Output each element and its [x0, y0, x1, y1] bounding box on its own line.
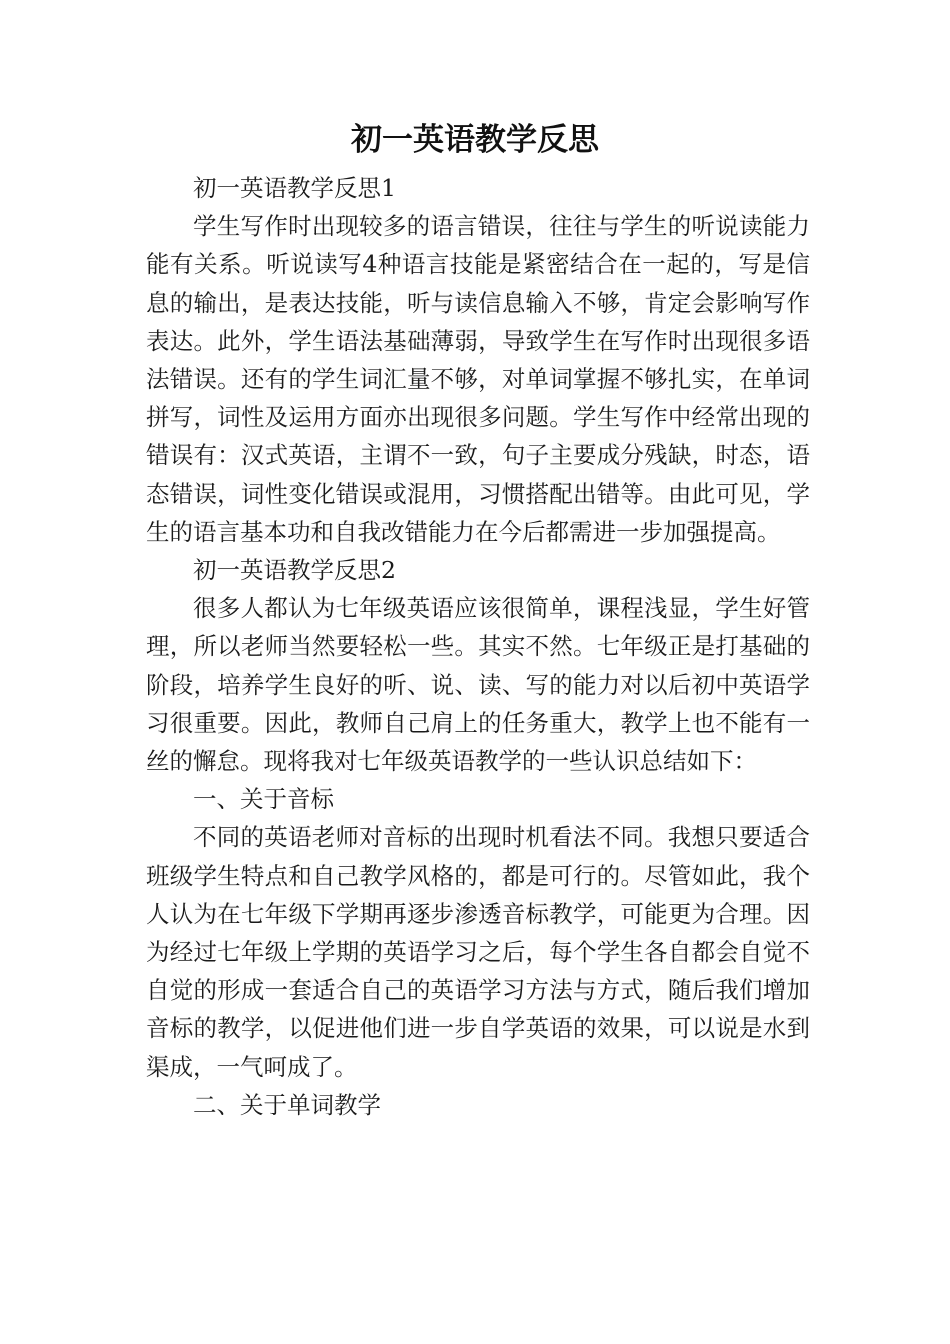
section-heading-2: 初一英语教学反思2 [193, 556, 396, 585]
subsection-heading-vocabulary: 二、关于单词教学 [193, 1090, 381, 1119]
body-paragraph: 不同的英语老师对音标的出现时机看法不同。我想只要适合班级学生特点和自己教学风格的，都是可行的。尽管如此，我个人认为在七年级下学期再逐步渗透音标教学，可能更为合理。因为经过七年级上学期的英语学习之后，每个学生各自都会自觉不自觉的形成一套适合自己的英语学习方法与方式，随后我们增加音标的教学，以促进他们进一步自学英语的效果，可以说是水到渠成，一气呵成了。 [146, 823, 810, 1081]
document-title: 初一英语教学反思 [351, 122, 599, 158]
body-paragraph: 很多人都认为七年级英语应该很简单，课程浅显，学生好管理，所以老师当然要轻松一些。其实不然。七年级正是打基础的阶段，培养学生良好的听、说、读、写的能力对以后初中英语学习很重要。因此，教师自己肩上的任务重大，教学上也不能有一丝的懈怠。现将我对七年级英语教学的一些认识总结如下： [146, 594, 810, 776]
body-paragraph: 学生写作时出现较多的语言错误，往往与学生的听说读能力能有关系。听说读写4种语言技能是紧密结合在一起的，写是信息的输出，是表达技能，听与读信息输入不够，肯定会影响写作表达。此外，学生语法基础薄弱，导致学生在写作时出现很多语法错误。还有的学生词汇量不够，对单词掌握不够扎实，在单词拼写，词性及运用方面亦出现很多问题。学生写作中经常出现的错误有：汉式英语，主谓不一致，句子主要成分残缺，时态，语态错误，词性变化错误或混用，习惯搭配出错等。由此可见，学生的语言基本功和自我改错能力在今后都需进一步加强提高。 [146, 212, 810, 546]
subsection-heading-phonetics: 一、关于音标 [193, 785, 334, 814]
section-heading-1: 初一英语教学反思1 [193, 174, 396, 202]
document-body [146, 169, 810, 1124]
